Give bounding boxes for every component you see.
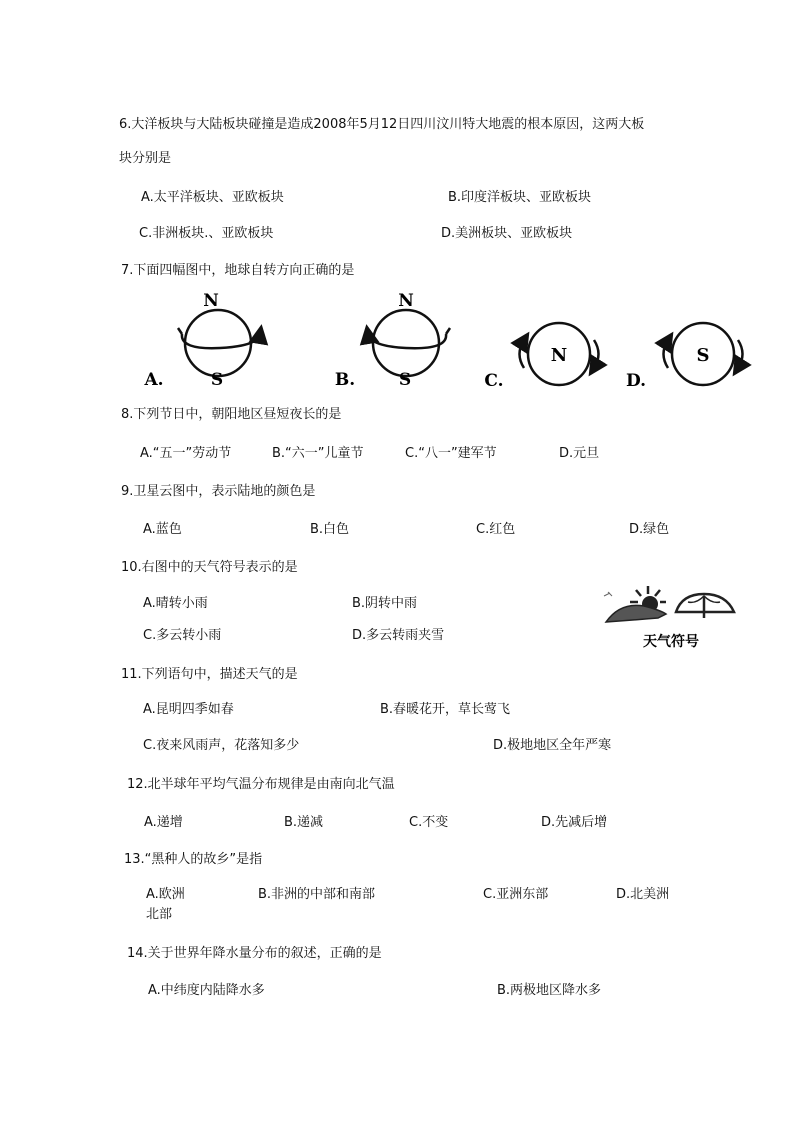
q8-option-a[interactable]: A.“五一”劳动节 (140, 446, 232, 461)
q7-figure-c[interactable] (482, 310, 612, 392)
rotation-arrow-left-side (664, 340, 669, 368)
q11-option-b[interactable]: B.春暖花开，草长莺飞 (380, 702, 511, 717)
rotation-arrow-left-side (520, 340, 525, 368)
q14-stem: 14.关于世界年降水量分布的叙述，正确的是 (127, 946, 382, 961)
q12-option-d[interactable]: D.先减后增 (541, 815, 608, 830)
figure-label-b: B. (334, 370, 356, 390)
q9-option-c[interactable]: C.红色 (476, 522, 516, 537)
q8-option-b[interactable]: B.“六一”儿童节 (272, 446, 364, 461)
q14-option-a[interactable]: A.中纬度内陆降水多 (148, 983, 265, 998)
arc-left-hook (178, 328, 182, 334)
rotation-arrow-left (368, 334, 446, 348)
q12-option-b[interactable]: B.递减 (284, 815, 324, 830)
north-pole-label: N (398, 291, 414, 311)
q7-stem: 7.下面四幅图中，地球自转方向正确的是 (121, 263, 355, 278)
small-mark-icon (604, 592, 612, 596)
q9-option-d[interactable]: D.绿色 (629, 522, 670, 537)
south-pole-label: S (210, 370, 224, 390)
q12-option-a[interactable]: A.递增 (144, 815, 183, 830)
q10-option-d[interactable]: D.多云转雨夹雪 (352, 628, 445, 643)
rotation-arrow-right-side (738, 340, 743, 368)
q8-option-d[interactable]: D.元旦 (559, 446, 600, 461)
north-pole-label: N (550, 345, 568, 366)
q6-option-a[interactable]: A.太平洋板块、亚欧板块 (141, 190, 284, 205)
south-pole-label: S (696, 345, 710, 366)
arc-right-hook (446, 328, 450, 334)
q13-option-a[interactable]: A.欧洲 (146, 887, 185, 902)
q13-option-d-wrap: 北部 (146, 907, 173, 922)
q10-option-b[interactable]: B.阴转中雨 (352, 596, 418, 611)
weather-symbol-figure (600, 580, 742, 654)
figure-label-a: A. (144, 370, 164, 390)
q11-option-c[interactable]: C.夜来风雨声，花落知多少 (143, 738, 300, 753)
q13-option-c[interactable]: C.亚洲东部 (483, 887, 549, 902)
north-pole-label: N (203, 291, 219, 311)
q12-option-c[interactable]: C.不变 (409, 815, 449, 830)
q7-figure-d[interactable] (624, 310, 754, 392)
q12-stem: 12.北半球年平均气温分布规律是由南向北气温 (127, 777, 395, 792)
globe-circle (185, 310, 251, 376)
q11-stem: 11.下列语句中，描述天气的是 (121, 667, 298, 682)
q11-option-a[interactable]: A.昆明四季如春 (143, 702, 234, 717)
q6-stem: 6.大洋板块与大陆板块碰撞是造成2008年5月12日四川汶川特大地震的根本原因，这两大板 (119, 117, 645, 132)
q6-option-b[interactable]: B.印度洋板块、亚欧板块 (448, 190, 592, 205)
q6-option-c[interactable]: C.非洲板块.、亚欧板块 (139, 226, 274, 241)
weather-symbol-caption: 天气符号 (643, 634, 699, 650)
q10-option-c[interactable]: C.多云转小雨 (143, 628, 222, 643)
q14-option-b[interactable]: B.两极地区降水多 (497, 983, 602, 998)
rotation-arrow-right (182, 334, 260, 348)
q10-stem: 10.右图中的天气符号表示的是 (121, 560, 298, 575)
q13-stem: 13.“黑种人的故乡”是指 (124, 852, 263, 867)
q6-stem-cont: 块分别是 (119, 151, 172, 166)
q7-figure-a[interactable] (140, 286, 280, 392)
globe-circle (373, 310, 439, 376)
q8-stem: 8.下列节日中，朝阳地区昼短夜长的是 (121, 407, 342, 422)
q10-option-a[interactable]: A.晴转小雨 (143, 596, 208, 611)
south-pole-label: S (398, 370, 412, 390)
q8-option-c[interactable]: C.“八一”建军节 (405, 446, 497, 461)
q9-option-a[interactable]: A.蓝色 (143, 522, 182, 537)
q13-option-b[interactable]: B.非洲的中部和南部 (258, 887, 376, 902)
q9-option-b[interactable]: B.白色 (310, 522, 350, 537)
q7-figure-b[interactable] (334, 286, 474, 392)
figure-label-c: C. (484, 371, 504, 391)
q6-option-d[interactable]: D.美洲板块、亚欧板块 (441, 226, 573, 241)
q9-stem: 9.卫星云图中，表示陆地的颜色是 (121, 484, 316, 499)
q13-option-d[interactable]: D.北美洲 (616, 887, 670, 902)
q11-option-d[interactable]: D.极地地区全年严寒 (493, 738, 612, 753)
rotation-arrow-right-side (594, 340, 599, 368)
figure-label-d: D. (625, 371, 647, 391)
